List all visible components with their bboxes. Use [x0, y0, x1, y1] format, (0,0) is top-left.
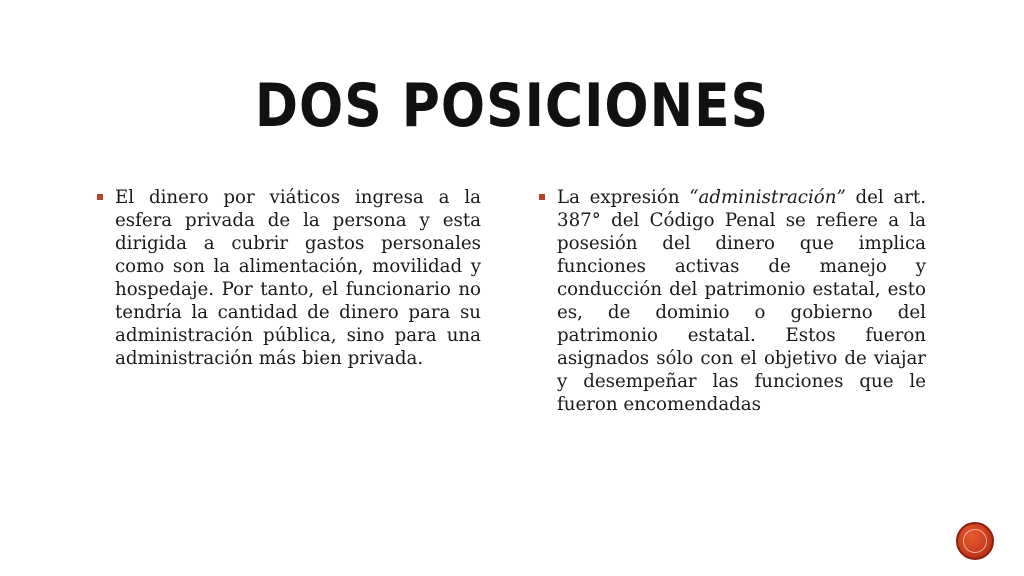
- slide-title: [0, 72, 1024, 141]
- circle-button-ring: [963, 529, 987, 553]
- square-bullet-icon: [539, 194, 545, 200]
- right-bullet-text-after: del art. 387° del Código Penal se refiere a la posesión del dinero que implica funciones activas de manejo y conducción del patrimonio estatal, esto es, de dominio o gobierno del patrimonio estatal. Estos fueron asignados sólo con el objetivo de viajar y desempeñar las funciones que le fueron encomendadas: [557, 187, 926, 415]
- left-bullet-paragraph: [115, 186, 481, 370]
- slide-title-text: DOS POSICIONES: [254, 72, 770, 141]
- left-bullet-text: El dinero por viáticos ingresa a la esfera privada de la persona y esta dirigida a cubrir gastos personales como son la alimentación, movilidad y hospedaje. Por tanto, el funcionario no tendría la cantidad de dinero para su administración pública, sino para una administración más bien privada.: [115, 187, 481, 369]
- right-column: [557, 186, 926, 416]
- left-column: [115, 186, 481, 370]
- circle-button-icon[interactable]: [956, 522, 994, 560]
- right-bullet-emphasis: “administración”: [689, 187, 846, 208]
- right-bullet-paragraph: [557, 186, 926, 416]
- right-bullet-text-before: La expresión: [557, 187, 690, 208]
- square-bullet-icon: [97, 194, 103, 200]
